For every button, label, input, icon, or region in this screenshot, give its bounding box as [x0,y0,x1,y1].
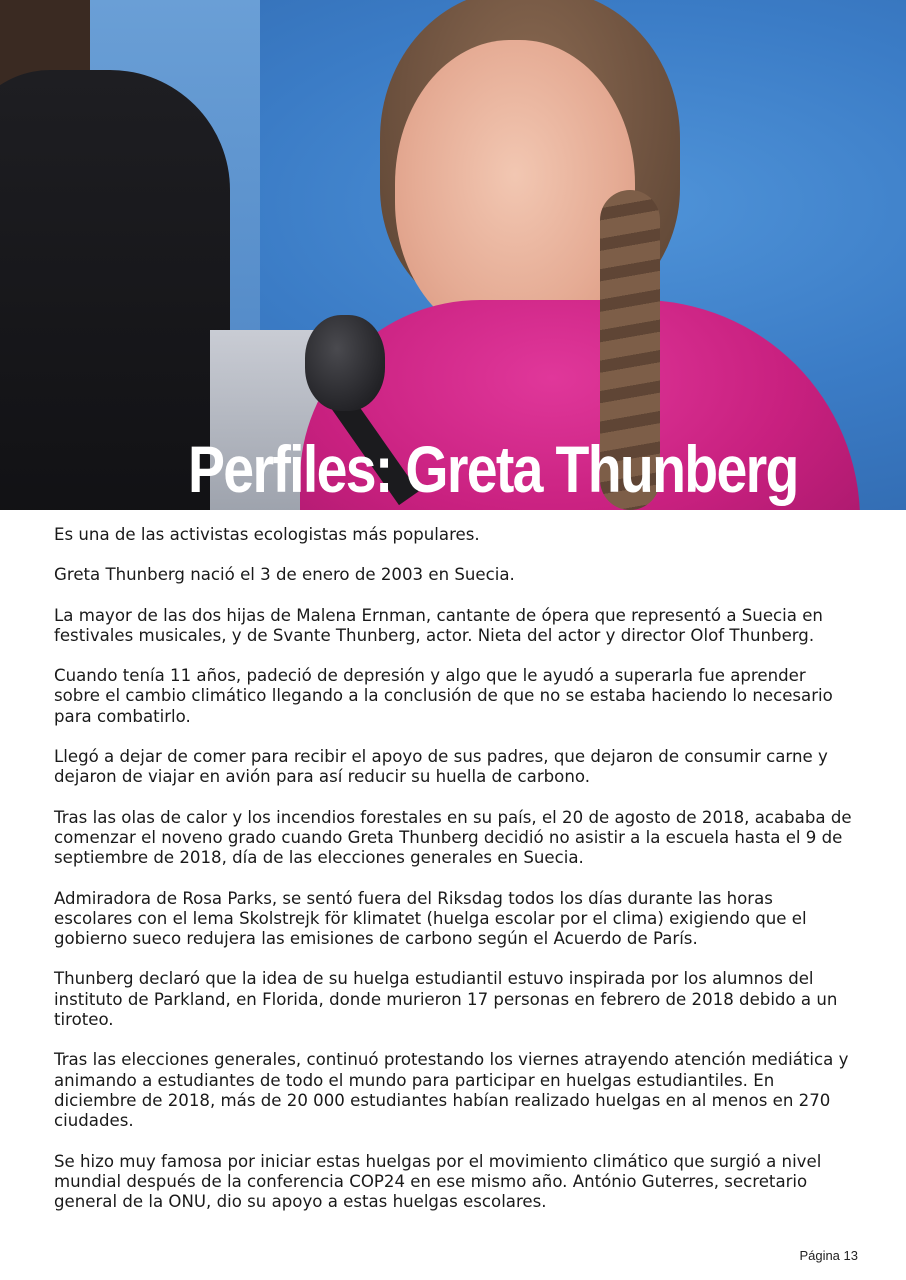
paragraph: La mayor de las dos hijas de Malena Ernman, cantante de ópera que representó a Suecia en festivales musicales, y de Svante Thunberg, actor. Nieta del actor y director Olof Thunberg. [54,605,823,645]
paragraph: Llegó a dejar de comer para recibir el apoyo de sus padres, que dejaron de consumir carne y dejaron de viajar en avión para así reducir su huella de carbono. [54,747,828,787]
page-title: Perfiles: Greta Thunberg [188,432,798,506]
paragraph: Tras las elecciones generales, continuó protestando los viernes atrayendo atención mediática y animando a estudiantes de todo el mundo para participar en huelgas estudiantiles. En diciembre de 2018, más de 20 000 estudiantes habían realizado huelgas en al menos en 270 ciudades. [54,1050,849,1131]
paragraph: Cuando tenía 11 años, padeció de depresión y algo que le ayudó a superarla fue aprender sobre el cambio climático llegando a la conclusión de que no se estaba haciendo lo necesario para combatirlo. [54,666,833,726]
microphone-icon [305,315,385,411]
paragraph: Tras las olas de calor y los incendios forestales en su país, el 20 de agosto de 2018, acababa de comenzar el noveno grado cuando Greta Thunberg decidió no asistir a la escuela hasta el 9 de septiembre de 2018, día de las elecciones generales en Suecia. [54,807,852,868]
paragraph: Thunberg declaró que la idea de su huelga estudiantil estuvo inspirada por los alumnos del instituto de Parkland, en Florida, donde murieron 17 personas en febrero de 2018 debido a un tiroteo. [54,969,838,1030]
paragraph: Admiradora de Rosa Parks, se sentó fuera del Riksdag todos los días durante las horas escolares con el lema Skolstrejk för klimatet (huelga escolar por el clima) exigiendo que el gobierno sueco redujera las emisiones de carbono según el Acuerdo de París. [54,888,807,949]
paragraph: Se hizo muy famosa por iniciar estas huelgas por el movimiento climático que surgió a nivel mundial después de la conferencia COP24 en ese mismo año. António Guterres, secretario general de la ONU, dio su apoyo a estas huelgas escolares. [54,1151,822,1212]
paragraph: Greta Thunberg nació el 3 de enero de 2003 en Suecia. [54,565,515,585]
hero-photo [0,0,906,510]
article-body [54,525,854,1232]
photo-face [395,40,635,340]
paragraph: Es una de las activistas ecologistas más populares. [54,525,480,544]
page-number: Página 13 [799,1248,858,1263]
